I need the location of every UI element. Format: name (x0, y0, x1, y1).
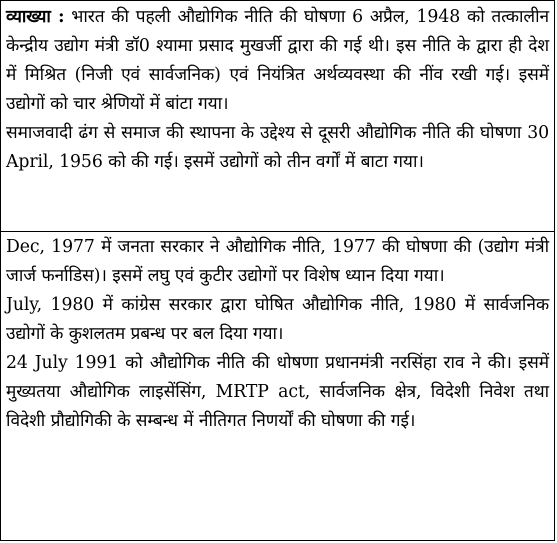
paragraph-1948-policy (6, 3, 549, 119)
explanation-label: व्याख्या : (6, 7, 65, 27)
paragraph-1948-text: भारत की पहली औद्योगिक नीति की घोषणा 6 अप्रैल, 1948 को तत्कालीन केन्द्रीय उद्योग मंत्री डॉ0 श्यामा प्रसाद मुखर्जी द्वारा की गई थी। इस नीति के द्वारा ही देश में मिश्रित (निजी एवं सार्वजनिक) एवं नियंत्रित अर्थव्यवस्था की नींव रखी गई। इसमें उद्योगों को चार श्रेणियों में बांटा गया। (6, 7, 549, 114)
paragraph-1980-policy: July, 1980 में कांग्रेस सरकार द्वारा घोषित औद्योगिक नीति, 1980 में सार्वजनिक उद्योगों के कुशलतम प्रबन्ध पर बल दिया गया। (6, 295, 549, 344)
paragraph-1956-policy: समाजवादी ढंग से समाज की स्थापना के उद्देश्य से दूसरी औद्योगिक नीति की घोषणा 30 April, 1956 को की गई। इसमें उद्योगों को तीन वर्गों में बाटा गया। (6, 123, 549, 172)
explanation-box-top (1, 1, 554, 232)
explanation-box-bottom (1, 232, 554, 540)
paragraph-1991-policy: 24 July 1991 को औद्योगिक नीति की धोषणा प्रधानमंत्री नरसिंहा राव ने की। इसमें मुख्यतया औद्योगिक लाइसेंसिंग, MRTP act, सार्वजनिक क्षेत्र, विदेशी निवेश तथा विदेशी प्रौद्योगिकी के सम्बन्ध में नीतिगत निणर्यों की घोषणा की गई। (6, 353, 549, 431)
paragraph-1977-policy: Dec, 1977 में जनता सरकार ने औद्योगिक नीति, 1977 की घोषणा की (उद्योग मंत्री जार्ज फर्नाडिस)। इसमें लघु एवं कुटीर उद्योगों पर विशेष ध्यान दिया गया। (6, 237, 549, 286)
